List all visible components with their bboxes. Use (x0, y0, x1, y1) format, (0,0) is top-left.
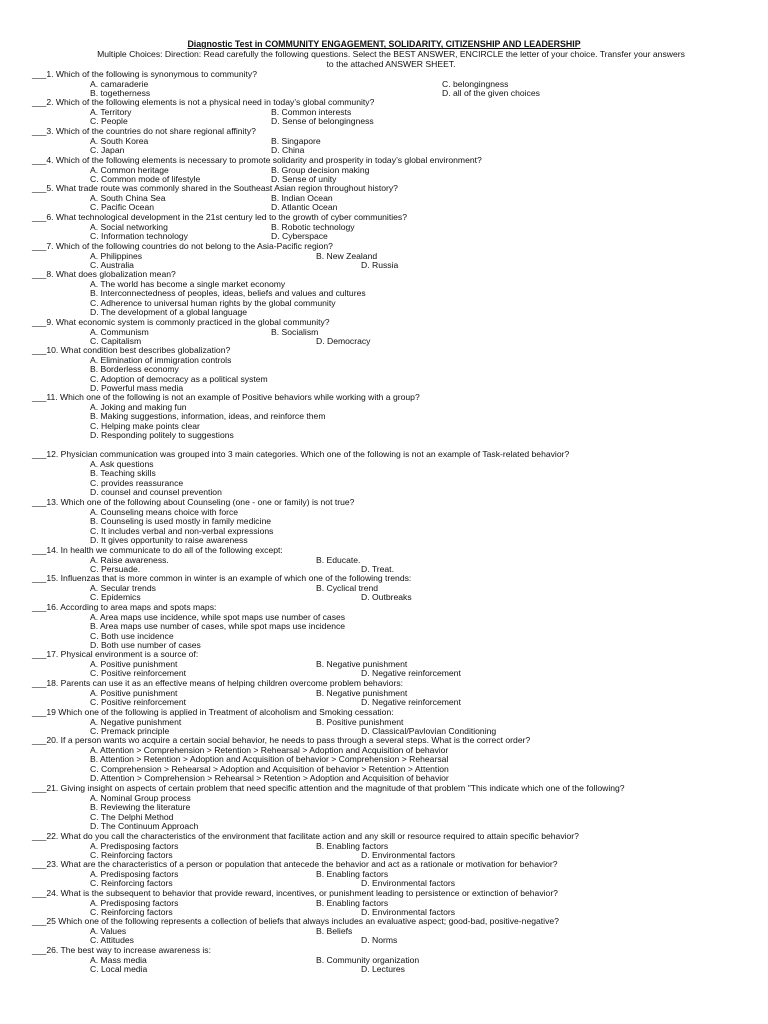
answer-option[interactable]: D. The Continuum Approach (90, 821, 199, 832)
question-text: ___15. Influenzas that is more common in winter is an example of which one of the following trends: (32, 573, 412, 583)
answer-option[interactable]: A. Mass media (90, 954, 147, 965)
question-text: ___12. Physician communication was grouped into 3 main categories. Which one of the following is not an example of Task-related behavior? (32, 449, 570, 459)
answer-option[interactable]: D. It gives opportunity to raise awareness (90, 535, 248, 546)
question-text: ___18. Parents can use it as an effective means of helping children overcome problem behaviors: (32, 678, 404, 688)
answer-option[interactable]: D. Negative reinforcement (361, 668, 461, 679)
answer-option[interactable]: B. Socialism (271, 326, 319, 337)
question-item (32, 707, 752, 737)
answer-option[interactable]: A. Common heritage (90, 164, 169, 175)
answer-option[interactable]: B. Common interests (271, 106, 352, 117)
answer-option[interactable]: D. Russia (361, 260, 399, 271)
answer-option[interactable]: C. Local media (90, 964, 148, 975)
answer-option[interactable]: C. Premack principle (90, 726, 170, 737)
answer-option[interactable]: B. Singapore (271, 135, 321, 146)
answer-option[interactable]: D. Treat. (361, 564, 394, 575)
question-item (32, 69, 752, 99)
answer-option[interactable]: A. Counseling means choice with force (90, 506, 239, 517)
question-item (32, 649, 752, 679)
answer-option[interactable]: C. Adoption of democracy as a political system (90, 373, 268, 384)
answer-option[interactable]: B. Area maps use number of cases, while spot maps use incidence (90, 621, 346, 632)
answer-option[interactable]: B. Negative punishment (316, 687, 408, 698)
answer-option[interactable]: C. Positive reinforcement (90, 668, 186, 679)
answer-option[interactable]: B. Borderless economy (90, 364, 179, 375)
answer-option[interactable]: D. Classical/Pavlovian Conditioning (361, 726, 497, 737)
question-text: ___5. What trade route was commonly shared in the Southeast Asian region throughout history? (32, 183, 398, 193)
answer-option[interactable]: A. Positive punishment (90, 658, 178, 669)
question-text: ___4. Which of the following elements is necessary to promote solidarity and prosperity in today’s global environment? (32, 155, 482, 165)
answer-option[interactable]: D. The development of a global language (90, 307, 248, 318)
answer-option[interactable]: C. Both use incidence (90, 630, 174, 641)
answer-option[interactable]: B. Attention > Retention > Adoption and Acquisition of behavior > Comprehension > Rehearsal (90, 754, 449, 765)
question-text: ___17. Physical environment is a source of: (32, 649, 199, 659)
question-text: ___9. What economic system is commonly practiced in the global community? (32, 317, 330, 327)
question-text: ___2. Which of the following elements is not a physical need in today’s global community? (32, 97, 375, 107)
question-text: ___23. What are the characteristics of a person or population that antecede the behavior and act as a rationale or motivation for behavior? (32, 859, 558, 869)
answer-option[interactable]: D. Cyberspace (271, 231, 328, 242)
answer-option[interactable]: A. camaraderie (90, 78, 149, 89)
question-item (32, 269, 752, 318)
answer-option[interactable]: C. Persuade. (90, 564, 141, 575)
answer-option[interactable]: C. Epidemics (90, 592, 141, 603)
answer-option[interactable]: D. Sense of unity (271, 174, 337, 185)
directions-line-2: to the attached ANSWER SHEET. (326, 59, 456, 69)
answer-option[interactable]: B. Reviewing the literature (90, 802, 191, 813)
answer-option[interactable]: A. Raise awareness. (90, 554, 169, 565)
answer-option[interactable]: C. Information technology (90, 231, 188, 242)
answer-option[interactable]: D. all of the given choices (442, 88, 540, 99)
question-item (32, 97, 752, 127)
question-text: ___6. What technological development in the 21st century led to the growth of cyber communities? (32, 212, 407, 222)
question-text: ___22. What do you call the characteristics of the environment that facilitate action and any skill or resource required to attain specific behavior? (32, 831, 579, 841)
question-item (32, 126, 752, 156)
answer-option[interactable]: C. Capitalism (90, 336, 142, 347)
answer-option[interactable]: A. Area maps use incidence, while spot maps use number of cases (90, 611, 346, 622)
answer-option[interactable]: A. Elimination of immigration controls (90, 354, 232, 365)
question-item (32, 916, 752, 946)
answer-option[interactable]: B. Group decision making (271, 164, 370, 175)
question-item (32, 212, 752, 242)
question-text: ___7. Which of the following countries do not belong to the Asia-Pacific region? (32, 241, 333, 251)
answer-option[interactable]: D. Sense of belongingness (271, 116, 374, 127)
answer-option[interactable]: B. Robotic technology (271, 221, 355, 232)
answer-option[interactable]: D. Norms (361, 935, 398, 946)
question-text: ___13. Which one of the following about Counseling (one - one or family) is not true? (32, 497, 355, 507)
directions-line-1: Multiple Choices: Direction: Read carefully the following questions. Select the BEST ANSWER, ENCIRCLE the letter of your choice. Transfer your answers (97, 49, 685, 59)
answer-option[interactable]: B. Enabling factors (316, 868, 389, 879)
question-item (32, 317, 752, 347)
answer-option[interactable]: D. China (271, 145, 305, 156)
question-item (32, 783, 752, 832)
answer-option[interactable]: C. Reinforcing factors (90, 850, 173, 861)
answer-option[interactable]: D. Powerful mass media (90, 383, 184, 394)
answer-option[interactable]: C. provides reassurance (90, 477, 184, 488)
answer-option[interactable]: B. Negative punishment (316, 658, 408, 669)
question-text: ___20. If a person wants wo acquire a certain social behavior, he needs to pass through a several steps. What is the correct order? (32, 735, 531, 745)
answer-option[interactable]: D. Outbreaks (361, 592, 412, 603)
answer-option[interactable]: C. Reinforcing factors (90, 878, 173, 889)
answer-option[interactable]: B. Counseling is used mostly in family medicine (90, 516, 272, 527)
question-text: ___26. The best way to increase awareness is: (32, 945, 211, 955)
answer-option[interactable]: A. South China Sea (90, 192, 166, 203)
question-item (32, 888, 752, 918)
answer-option[interactable]: D. Both use number of cases (90, 640, 201, 651)
answer-option[interactable]: A. Communism (90, 326, 149, 337)
answer-option[interactable]: A. Predisposing factors (90, 868, 179, 879)
exam-title: Diagnostic Test in COMMUNITY ENGAGEMENT, SOLIDARITY, CITIZENSHIP AND LEADERSHIP (187, 39, 581, 49)
answer-option[interactable]: D. Negative reinforcement (361, 697, 461, 708)
answer-option[interactable]: B. Community organization (316, 954, 420, 965)
answer-option[interactable]: C. Common mode of lifestyle (90, 174, 201, 185)
answer-option[interactable]: C. Japan (90, 145, 125, 156)
answer-option[interactable]: D. counsel and counsel prevention (90, 487, 222, 498)
answer-option[interactable]: A. South Korea (90, 135, 149, 146)
question-text: ___25 Which one of the following represents a collection of beliefs that always includes an evaluative aspect; good-bad, positive-negative? (32, 916, 559, 926)
question-item (32, 945, 752, 975)
question-text: ___11. Which one of the following is not an example of Positive behaviors while working with a group? (32, 392, 420, 402)
answer-option[interactable]: A. Ask questions (90, 458, 154, 469)
answer-option[interactable]: A. Values (90, 925, 127, 936)
question-item (32, 602, 752, 651)
answer-option[interactable]: B. Enabling factors (316, 840, 389, 851)
answer-option[interactable]: C. It includes verbal and non-verbal expressions (90, 525, 274, 536)
answer-option[interactable]: C. Australia (90, 260, 134, 271)
question-item (32, 735, 752, 784)
answer-option[interactable]: D. Responding politely to suggestions (90, 430, 234, 441)
question-item (32, 241, 752, 271)
question-text: ___14. In health we communicate to do all of the following except: (32, 545, 283, 555)
answer-option[interactable]: A. Social networking (90, 221, 168, 232)
answer-option[interactable]: A. Predisposing factors (90, 840, 179, 851)
question-text: ___1. Which of the following is synonymous to community? (32, 69, 257, 79)
question-text: ___24. What is the subsequent to behavior that provide reward, incentives, or punishment leading to persistence or extinction of behavior? (32, 888, 558, 898)
answer-option[interactable]: C. People (90, 116, 128, 127)
answer-option[interactable]: D. Environmental factors (361, 878, 456, 889)
question-item (32, 497, 752, 546)
answer-option[interactable]: C. Reinforcing factors (90, 907, 173, 918)
answer-option[interactable]: A. Negative punishment (90, 716, 182, 727)
answer-option[interactable]: A. Positive punishment (90, 687, 178, 698)
answer-option[interactable]: B. Making suggestions, information, ideas, and reinforce them (90, 411, 326, 422)
question-text: ___3. Which of the countries do not share regional affinity? (32, 126, 256, 136)
answer-option[interactable]: B. Interconnectedness of peoples, ideas, beliefs and values and cultures (90, 288, 366, 299)
answer-option[interactable]: A. Attention > Comprehension > Retention > Rehearsal > Adoption and Acquisition of behavior (90, 744, 449, 755)
question-text: ___19 Which one of the following is applied in Treatment of alcoholism and Smoking cessation: (32, 707, 394, 717)
answer-option[interactable]: D. Atlantic Ocean (271, 202, 338, 213)
question-text: ___16. According to area maps and spots maps: (32, 602, 217, 612)
answer-option[interactable]: A. Nominal Group process (90, 792, 191, 803)
answer-option[interactable]: A. Philippines (90, 250, 143, 261)
question-item (32, 573, 752, 603)
answer-option[interactable]: D. Environmental factors (361, 850, 456, 861)
question-text: ___21. Giving insight on aspects of certain problem that need specific attention and the magnitude of that problem "This indicate which one of the following? (32, 783, 625, 793)
question-item (32, 859, 752, 889)
answer-option[interactable]: C. Pacific Ocean (90, 202, 154, 213)
answer-option[interactable]: C. The Delphi Method (90, 811, 174, 822)
answer-option[interactable]: C. Adherence to universal human rights by the global community (90, 297, 336, 308)
answer-option[interactable]: C. belongingness (442, 78, 509, 89)
answer-option[interactable]: A. Joking and making fun (90, 401, 187, 412)
answer-option[interactable]: D. Lectures (361, 964, 405, 975)
question-text: ___10. What condition best describes globalization? (32, 345, 231, 355)
answer-option[interactable]: B. Enabling factors (316, 897, 389, 908)
answer-option[interactable]: C. Attitudes (90, 935, 134, 946)
question-item (32, 678, 752, 708)
answer-option[interactable]: A. Predisposing factors (90, 897, 179, 908)
answer-option[interactable]: D. Democracy (316, 336, 371, 347)
answer-option[interactable]: B. Positive punishment (316, 716, 404, 727)
answer-option[interactable]: C. Helping make points clear (90, 420, 200, 431)
answer-option[interactable]: B. Indian Ocean (271, 192, 333, 203)
answer-option[interactable]: A. Territory (90, 106, 132, 117)
question-item (32, 831, 752, 861)
answer-option[interactable]: C. Comprehension > Rehearsal > Adoption and Acquisition of behavior > Retention > Attention (90, 763, 449, 774)
answer-option[interactable]: B. Cyclical trend (316, 582, 379, 593)
question-item (32, 449, 752, 498)
answer-option[interactable]: D. Attention > Comprehension > Rehearsal > Retention > Adoption and Acquisition of behavior (90, 773, 449, 784)
answer-option[interactable]: B. togetherness (90, 88, 151, 99)
answer-option[interactable]: C. Positive reinforcement (90, 697, 186, 708)
answer-option[interactable]: A. Secular trends (90, 582, 156, 593)
question-item (32, 183, 752, 213)
answer-option[interactable]: B. Educate. (316, 554, 361, 565)
question-item (32, 345, 752, 394)
question-item (32, 392, 752, 441)
question-text: ___8. What does globalization mean? (32, 269, 176, 279)
question-item (32, 155, 752, 185)
answer-option[interactable]: B. Teaching skills (90, 468, 156, 479)
question-item (32, 545, 752, 575)
answer-option[interactable]: B. New Zealand (316, 250, 378, 261)
answer-option[interactable]: B. Beliefs (316, 925, 353, 936)
answer-option[interactable]: D. Environmental factors (361, 907, 456, 918)
answer-option[interactable]: A. The world has become a single market economy (90, 278, 286, 289)
